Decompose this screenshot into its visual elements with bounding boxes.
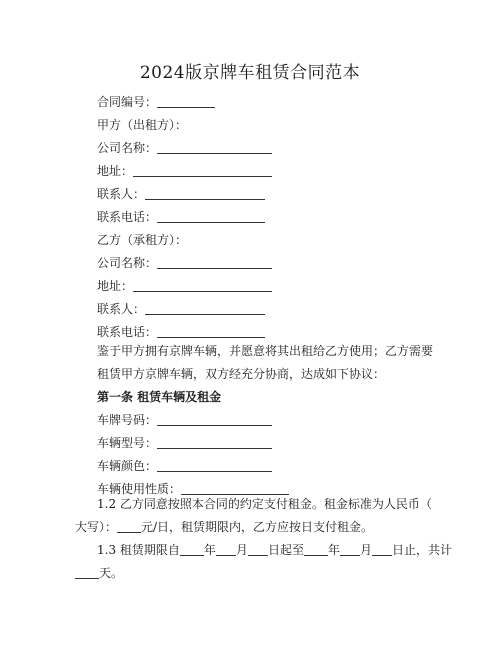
party-a-phone-blank xyxy=(157,209,265,223)
model-line xyxy=(97,435,272,451)
intro-line-1: 鉴于甲方拥有京牌车辆，并愿意将其出租给乙方使用；乙方需要 xyxy=(97,344,434,358)
party-a-company-line xyxy=(97,140,272,156)
contract-number-label: 合同编号： xyxy=(97,95,158,109)
party-b-phone-line xyxy=(97,324,265,340)
party-a-contact-label: 联系人： xyxy=(97,187,146,201)
contract-number-blank xyxy=(157,94,215,108)
days-text: 天。 xyxy=(99,566,124,580)
color-blank xyxy=(157,458,272,472)
party-b-contact-blank xyxy=(145,301,265,315)
total-text: 日止，共计 xyxy=(391,543,452,557)
article-1-heading: 第一条 租赁车辆及租金 xyxy=(97,390,222,404)
clause-1-3-line-1 xyxy=(97,542,452,558)
party-a-address-line xyxy=(97,163,272,179)
party-b-address-line xyxy=(97,278,272,294)
plate-blank xyxy=(157,412,272,426)
end-month-blank xyxy=(340,542,360,556)
clause-1-2-line-2 xyxy=(75,519,373,535)
party-a-contact-line xyxy=(97,186,265,202)
party-a-phone-line xyxy=(97,209,265,225)
month-text: 月 xyxy=(235,543,248,557)
usage-blank xyxy=(181,481,289,495)
party-b-company-blank xyxy=(157,255,272,269)
contract-number-line xyxy=(97,94,215,110)
plate-line xyxy=(97,412,272,428)
party-a-company-blank xyxy=(157,140,272,154)
party-b-contact-line xyxy=(97,301,265,317)
party-a-company-label: 公司名称： xyxy=(97,141,158,155)
party-a-heading: 甲方（出租方）： xyxy=(97,118,188,132)
rent-amount-blank xyxy=(117,519,141,533)
model-blank xyxy=(157,435,272,449)
clause-1-2-rest: 元/日，租赁期限内，乙方应按日支付租金。 xyxy=(141,520,374,534)
party-b-phone-blank xyxy=(157,324,265,338)
party-b-address-label: 地址： xyxy=(97,279,134,293)
party-b-address-blank xyxy=(133,278,272,292)
start-year-blank xyxy=(180,542,204,556)
intro-line-2: 租赁甲方京牌车辆，双方经充分协商，达成如下协议： xyxy=(97,367,386,381)
color-label: 车辆颜色： xyxy=(97,459,158,473)
total-days-blank xyxy=(75,565,99,579)
party-a-address-blank xyxy=(133,163,272,177)
end-year-blank xyxy=(304,542,328,556)
party-b-company-line xyxy=(97,255,272,271)
clause-1-2-line-1: 1.2 乙方同意按照本合同的约定支付租金。租金标准为人民币（ xyxy=(97,497,432,511)
month-text-2: 月 xyxy=(359,543,372,557)
party-b-heading: 乙方（承租方）： xyxy=(97,233,188,247)
party-b-contact-label: 联系人： xyxy=(97,302,146,316)
clause-1-3-label: 1.3 租赁期限自 xyxy=(97,543,180,557)
end-day-blank xyxy=(372,542,392,556)
party-a-contact-blank xyxy=(145,186,265,200)
clause-1-2-label: 大写）： xyxy=(75,520,118,534)
document-title: 2024版京牌车租赁合同范本 xyxy=(139,63,361,83)
model-label: 车辆型号： xyxy=(97,436,158,450)
party-a-phone-label: 联系电话： xyxy=(97,210,158,224)
year-text-2: 年 xyxy=(327,543,340,557)
start-day-blank xyxy=(248,542,268,556)
party-b-phone-label: 联系电话： xyxy=(97,325,158,339)
usage-line xyxy=(97,481,289,497)
plate-label: 车牌号码： xyxy=(97,413,158,427)
start-month-blank xyxy=(216,542,236,556)
party-b-company-label: 公司名称： xyxy=(97,256,158,270)
year-text: 年 xyxy=(203,543,216,557)
from-text: 日起至 xyxy=(267,543,304,557)
clause-1-3-line-2 xyxy=(75,565,123,581)
party-a-address-label: 地址： xyxy=(97,164,134,178)
usage-label: 车辆使用性质： xyxy=(97,482,182,496)
color-line xyxy=(97,458,272,474)
